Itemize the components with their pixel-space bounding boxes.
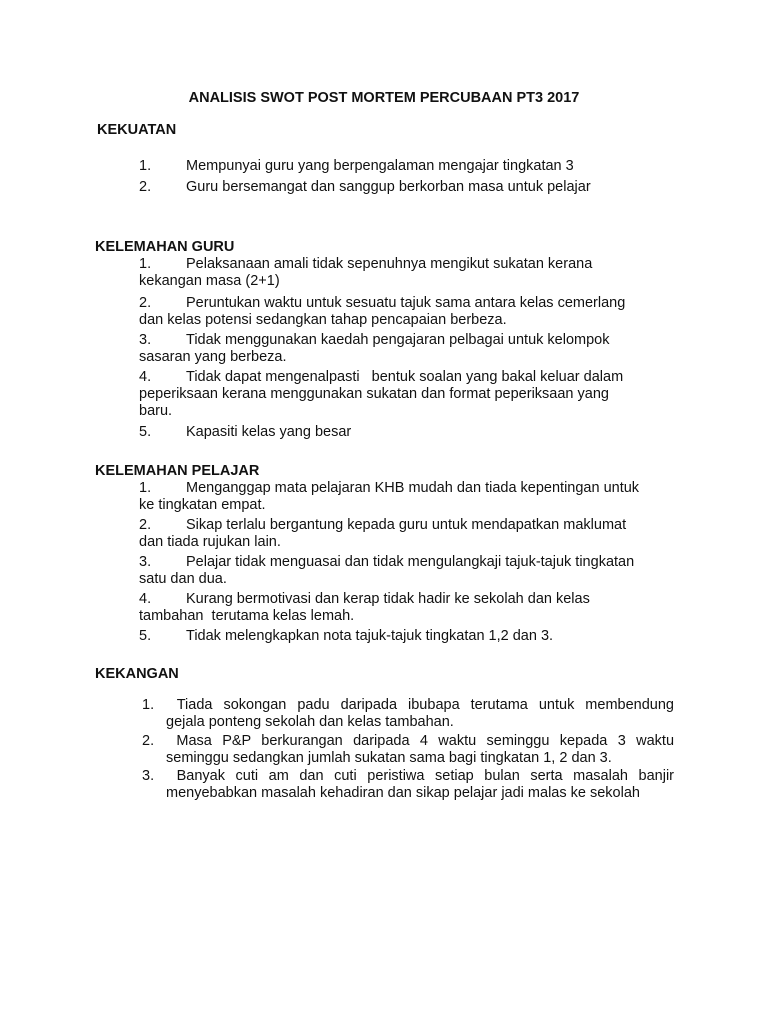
list-item (139, 628, 679, 645)
item-number: 1. (139, 158, 152, 174)
item-text: Kurang bermotivasi dan kerap tidak hadir ke sekolah dan kelas (186, 591, 590, 607)
item-text: Menganggap mata pelajaran KHB mudah dan tiada kepentingan untuk (186, 480, 640, 496)
list-item (139, 179, 679, 196)
item-number: 2. (139, 295, 152, 311)
item-text-continued: ke tingkatan empat. (139, 497, 266, 513)
list-item (142, 733, 674, 767)
item-text: Sikap terlalu bergantung kepada guru untuk mendapatkan maklumat (186, 517, 627, 533)
item-text-continued: menyebabkan masalah kehadiran dan sikap pelajar jadi malas ke sekolah (166, 785, 640, 801)
item-number: 5. (139, 424, 152, 440)
list-item (139, 480, 679, 514)
list-item (139, 256, 679, 290)
item-text-continued: dan kelas potensi sedangkan tahap pencapaian berbeza. (139, 312, 507, 328)
item-text: Guru bersemangat dan sanggup berkorban masa untuk pelajar (186, 179, 591, 195)
section-heading-kekangan: KEKANGAN (95, 666, 179, 682)
section-heading-kelemahan-pelajar: KELEMAHAN PELAJAR (95, 463, 260, 479)
item-text-continued: satu dan dua. (139, 571, 227, 587)
item-text: Masa P&P berkurangan daripada 4 waktu seminggu kepada 3 waktu (176, 733, 675, 749)
item-number: 3. (139, 332, 152, 348)
list-item (139, 332, 679, 366)
list-item (139, 554, 679, 588)
item-text: Tiada sokongan padu daripada ibubapa terutama untuk membendung (176, 697, 674, 713)
list-item (142, 697, 674, 731)
item-number: 3. (142, 768, 155, 784)
item-number: 2. (139, 517, 152, 533)
item-text-continued: sasaran yang berbeza. (139, 349, 287, 365)
list-item (139, 424, 679, 441)
item-text-continued: peperiksaan kerana menggunakan sukatan dan format peperiksaan yang (139, 386, 609, 402)
item-number: 4. (139, 591, 152, 607)
list-item (139, 591, 679, 625)
item-number: 3. (139, 554, 152, 570)
item-text: Peruntukan waktu untuk sesuatu tajuk sama antara kelas cemerlang (186, 295, 626, 311)
item-text: Tidak dapat mengenalpasti bentuk soalan yang bakal keluar dalam (186, 369, 624, 385)
list-item (139, 158, 679, 175)
item-number: 1. (142, 697, 155, 713)
item-text: Tidak melengkapkan nota tajuk-tajuk tingkatan 1,2 dan 3. (186, 628, 554, 644)
list-item (142, 768, 674, 802)
item-number: 1. (139, 256, 152, 272)
item-text-continued: seminggu sedangkan jumlah sukatan sama bagi tingkatan 1, 2 dan 3. (166, 750, 612, 766)
item-number: 1. (139, 480, 152, 496)
section-heading-kelemahan-guru: KELEMAHAN GURU (95, 239, 235, 255)
item-text-continued: kekangan masa (2+1) (139, 273, 280, 289)
list-item (139, 517, 679, 551)
item-number: 2. (139, 179, 152, 195)
item-text: Mempunyai guru yang berpengalaman mengajar tingkatan 3 (186, 158, 574, 174)
item-text-continued: baru. (139, 403, 173, 419)
page-title: ANALISIS SWOT POST MORTEM PERCUBAAN PT3 2017 (188, 90, 580, 106)
list-item (139, 295, 679, 329)
section-heading-kekuatan: KEKUATAN (97, 122, 177, 138)
item-text: Banyak cuti am dan cuti peristiwa setiap bulan serta masalah banjir (176, 768, 674, 784)
item-text-continued: tambahan terutama kelas lemah. (139, 608, 355, 624)
item-text: Tidak menggunakan kaedah pengajaran pelbagai untuk kelompok (186, 332, 610, 348)
item-number: 2. (142, 733, 155, 749)
item-text: Pelaksanaan amali tidak sepenuhnya mengikut sukatan kerana (186, 256, 593, 272)
item-number: 5. (139, 628, 152, 644)
item-text-continued: gejala ponteng sekolah dan kelas tambahan. (166, 714, 454, 730)
list-item (139, 369, 679, 420)
item-number: 4. (139, 369, 152, 385)
item-text: Pelajar tidak menguasai dan tidak mengulangkaji tajuk-tajuk tingkatan (186, 554, 635, 570)
item-text-continued: dan tiada rujukan lain. (139, 534, 281, 550)
item-text: Kapasiti kelas yang besar (186, 424, 352, 440)
